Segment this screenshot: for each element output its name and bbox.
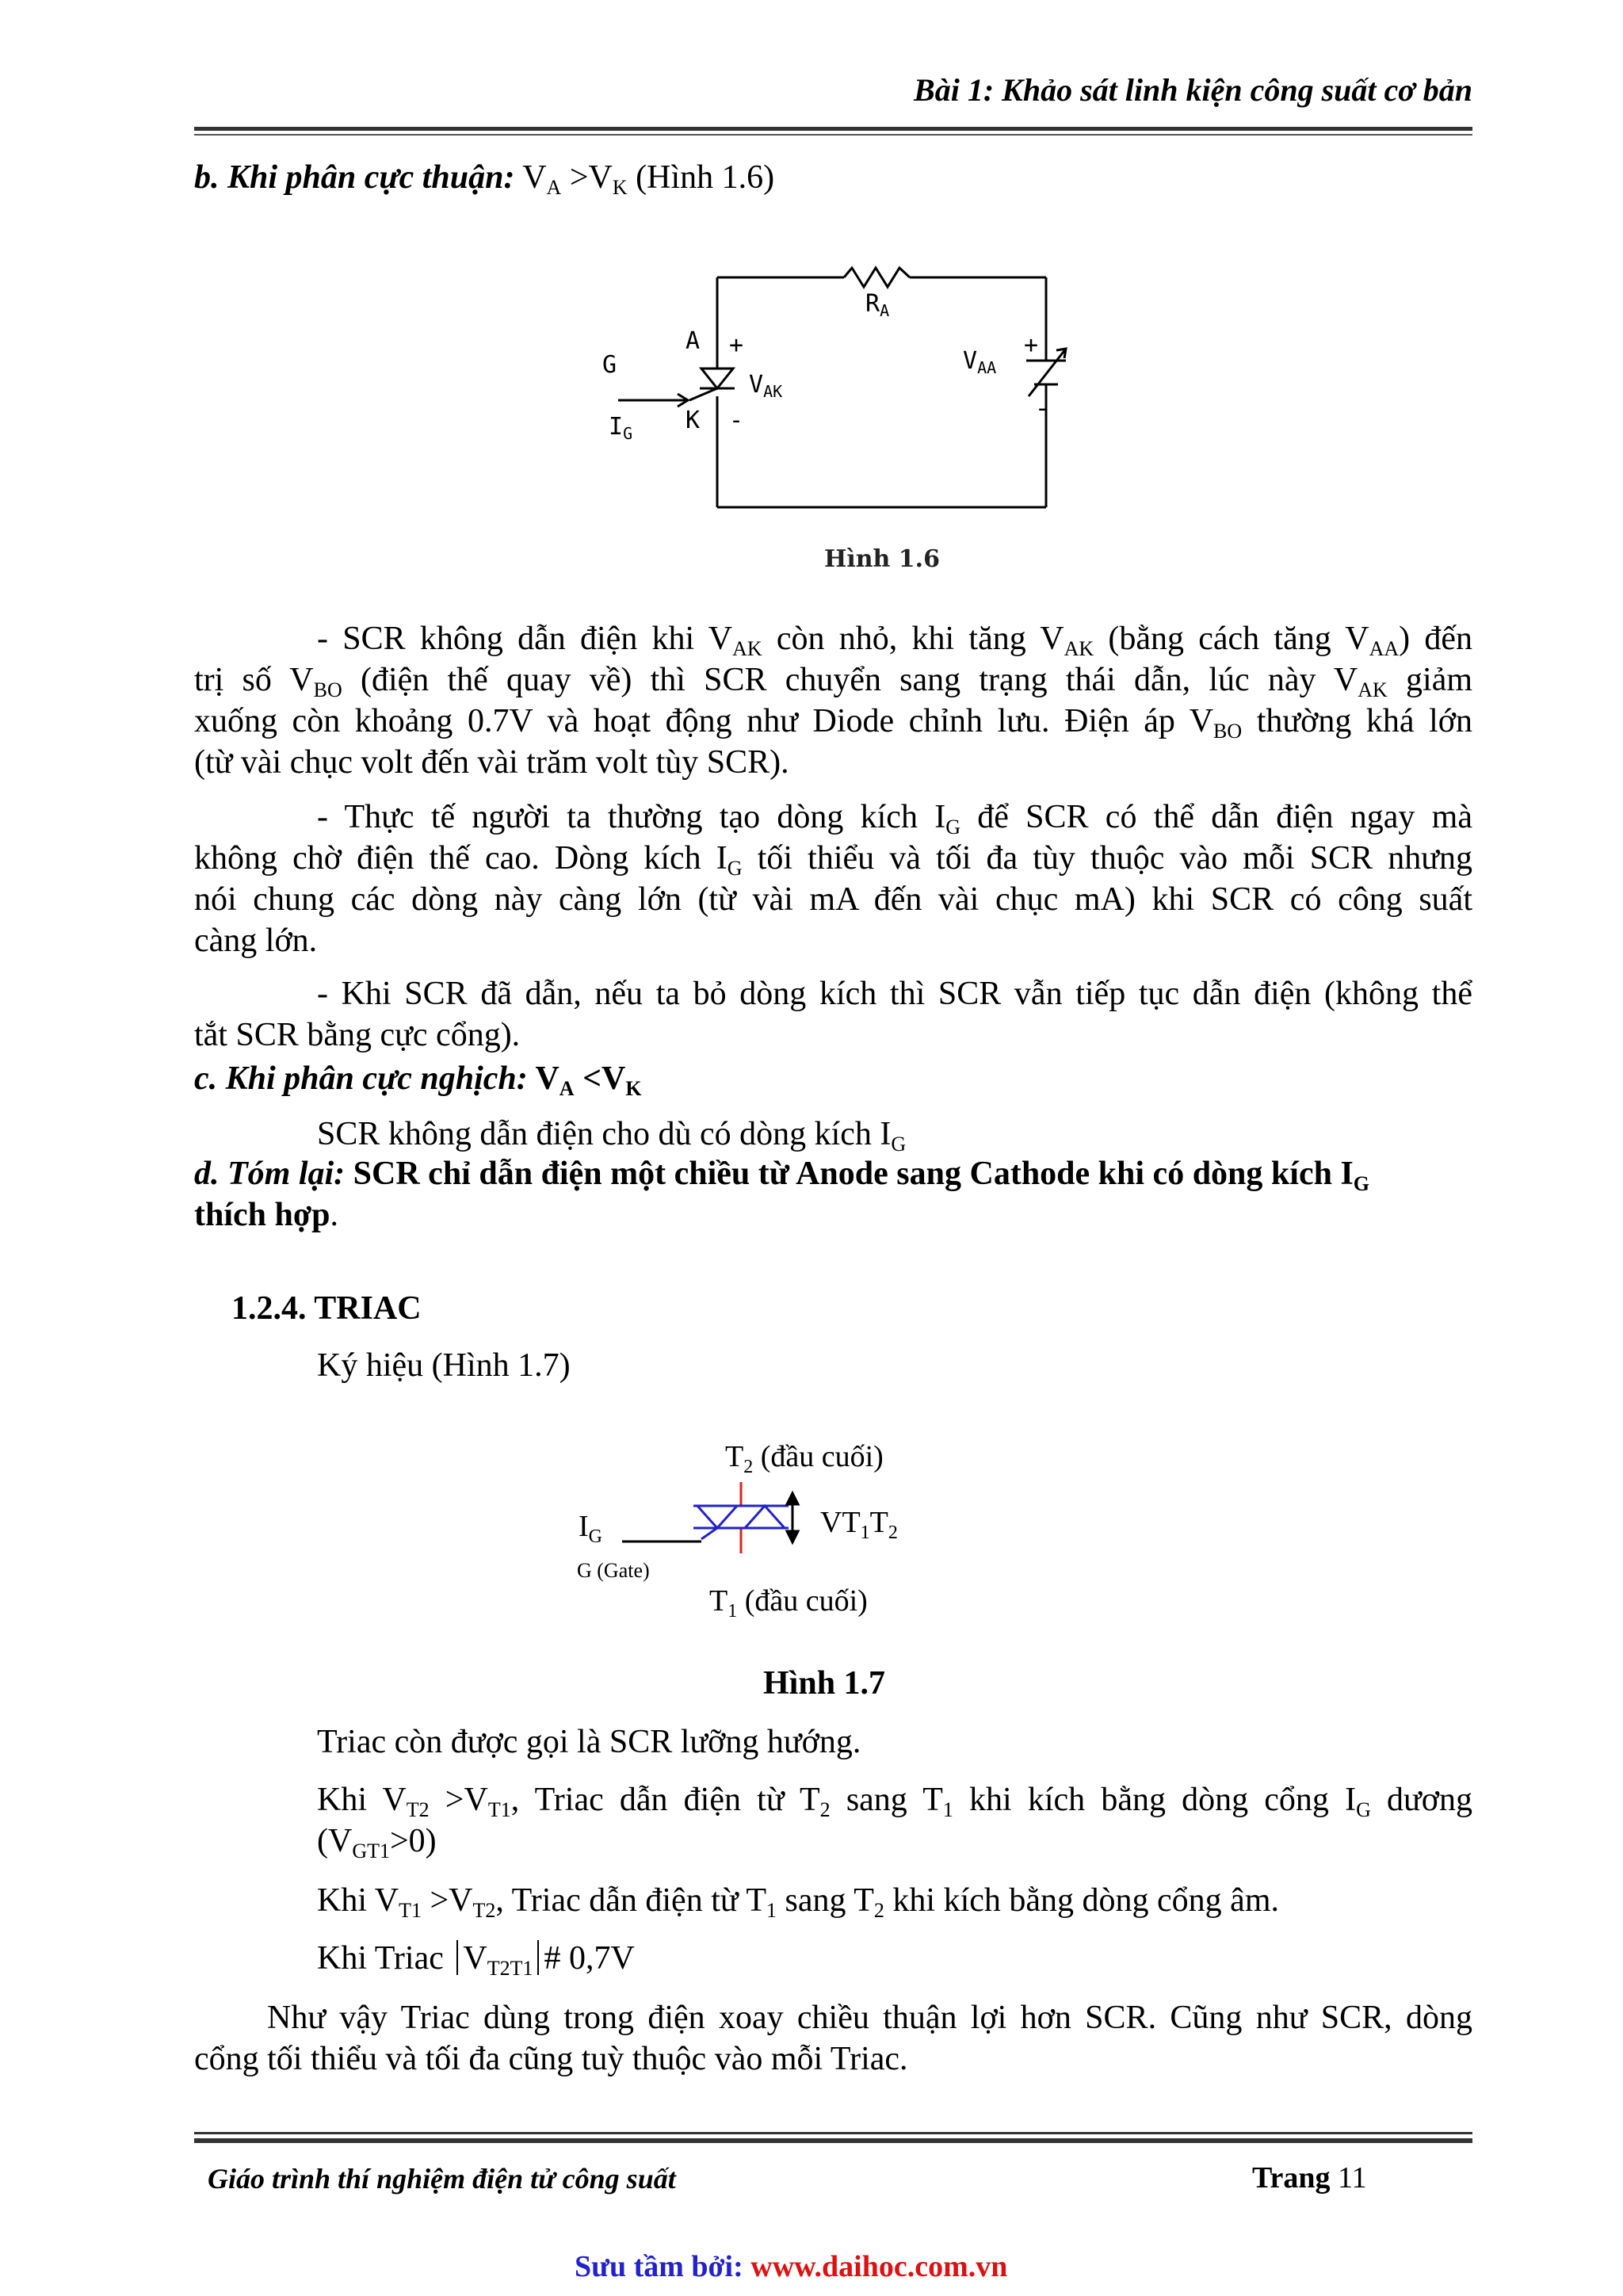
triac-para-2: Khi $V_{T2} >V_{T1}$, Triac dẫn điện từ $T_2$ sang $T_1$ khi kích bằng dòng cổng $I_G$ dương $(V_{GT1}>0)$ <box>317 1782 1472 1862</box>
label-cathode-minus: - <box>729 407 744 434</box>
label-vaa-minus: - <box>1035 395 1050 422</box>
label-gate-triac: G (Gate) <box>577 1559 650 1582</box>
page-header-title: Bài 1: Khảo sát linh kiện công suất cơ bản <box>914 72 1472 108</box>
triac-diode-right <box>745 1506 785 1528</box>
footer-rule <box>194 2132 1472 2134</box>
label-vaa-plus: + <box>1024 331 1039 359</box>
paragraph-1: - SCR không dẫn điện khi $V_{AK}$ còn nhỏ, khi tăng $V_{AK}$ (bằng cách tăng $V_{AA}$) đến trị số $V_{BO}$ (điện thế quay về) thì SCR chuyển sang trạng thái dẫn, lúc này $V_{AK}$ giảm xuống còn khoảng 0.7V và hoạt động như Diode chỉnh lưu. Điện áp $V_{BO}$ thường khá lớn (từ vài chục volt đến vài trăm volt tùy SCR). <box>194 621 1473 781</box>
credit-link[interactable]: www.daihoc.com.vn <box>750 2250 1008 2283</box>
triac-symbol-diagram <box>555 1427 967 1641</box>
credit-line: Sưu tầm bởi: www.daihoc.com.vn <box>575 2250 1008 2283</box>
abs-bar-right <box>537 1940 539 1975</box>
footer-page: Trang 11 <box>1252 2161 1367 2195</box>
label-cathode: K <box>685 407 701 434</box>
triac-para-1: Triac còn được gọi là SCR lưỡng hướng. <box>317 1724 861 1760</box>
header-rule <box>194 127 1472 131</box>
triac-symbol-ref: Ký hiệu (Hình 1.7) <box>317 1347 571 1384</box>
figure-1-7-caption: Hình 1.7 <box>763 1665 886 1702</box>
triac-para-4: Khi Triac $V_{T2T1}$ # 0,7V <box>317 1940 635 1980</box>
section-c-body: SCR không dẫn điện cho dù có dòng kích $I_G$ <box>317 1116 907 1156</box>
scr-gate-lead <box>689 388 717 400</box>
label-vt1t2: $VT_1T_2$ <box>820 1506 898 1543</box>
triac-para-3: Khi $V_{T1} >V_{T2}$, Triac dẫn điện từ $T_1$ sang $T_2$ khi kích bằng dòng cổng âm. <box>317 1882 1279 1922</box>
header-rule-thin <box>194 134 1472 136</box>
scr-symbol <box>701 369 733 388</box>
figure-1-6-caption: Hình 1.6 <box>824 545 941 573</box>
footer-rule-thick <box>194 2138 1472 2143</box>
label-t1: $T_1$ (đầu cuối) <box>709 1584 868 1622</box>
label-gate: G <box>602 351 617 379</box>
label-vaa: $V_{AA}$ <box>963 347 997 377</box>
abs-bar-left <box>456 1940 458 1975</box>
label-ra: $R_A$ <box>865 290 890 320</box>
label-anode: A <box>685 327 701 355</box>
triac-diode-left <box>697 1506 737 1528</box>
triac-heading: 1.2.4. TRIAC <box>231 1290 422 1327</box>
label-anode-plus: + <box>729 331 744 359</box>
footer-title: Giáo trình thí nghiệm điện tử công suất <box>208 2163 676 2195</box>
label-t2: $T_2$ (đầu cuối) <box>725 1440 884 1477</box>
paragraph-2: - Thực tế người ta thường tạo dòng kích $I_G$ để SCR có thể dẫn điện ngay mà không chờ điện thế cao. Dòng kích $I_G$ tối thiểu và tối đa tùy thuộc vào mỗi SCR nhưng nói chung các dòng này càng lớn (từ vài mA đến vài chục mA) khi SCR có công suất càng lớn. <box>194 799 1473 959</box>
resistor-ra <box>844 268 910 287</box>
section-c-heading: c. Khi phân cực nghịch: $V_A <V_K$ <box>194 1060 642 1100</box>
label-vak: $V_{AK}$ <box>749 371 783 401</box>
section-b-heading: b. Khi phân cực thuận: $V_A >V_K$ (Hình 1.6) <box>194 159 775 199</box>
label-ig: $I_G$ <box>609 413 633 443</box>
label-ig-triac: $I_G$ <box>579 1510 602 1547</box>
triac-para-5: Như vậy Triac dùng trong điện xoay chiều thuận lợi hơn SCR. Cũng như SCR, dòng cổng tối thiểu và tối đa cũng tuỳ thuộc vào mỗi Triac. <box>194 2000 1472 2077</box>
paragraph-3: - Khi SCR đã dẫn, nếu ta bỏ dòng kích thì SCR vẫn tiếp tục dẫn điện (không thể tắt SCR bằng cực cổng). <box>194 976 1472 1053</box>
section-d-summary: d. Tóm lại: SCR chỉ dẫn điện một chiều từ Anode sang Cathode khi có dòng kích $I_G$ thích hợp. <box>194 1156 1370 1233</box>
scr-circuit-diagram <box>586 230 1189 586</box>
